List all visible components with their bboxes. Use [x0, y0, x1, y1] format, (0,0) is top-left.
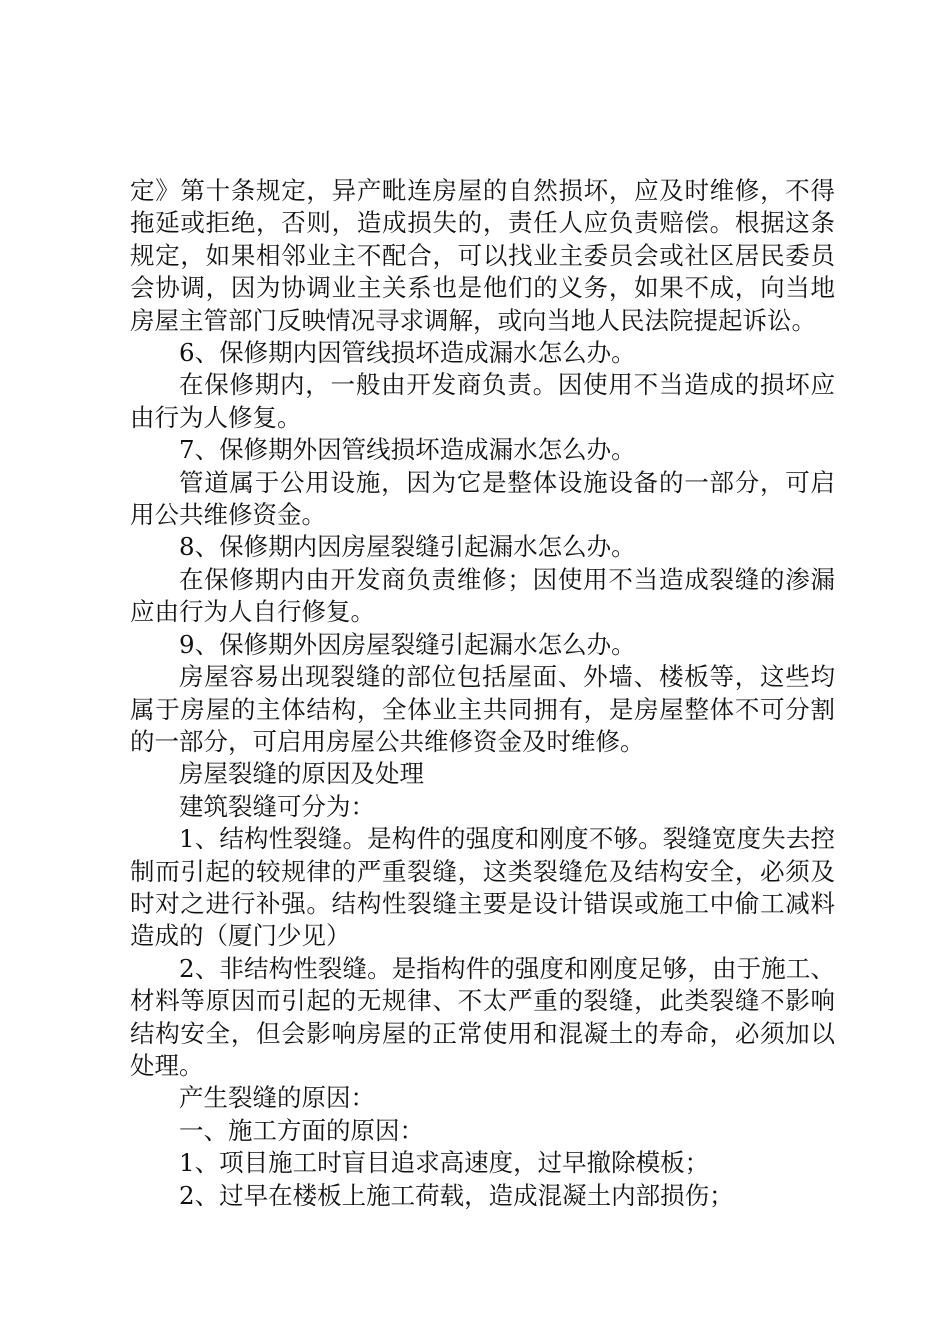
question-6-heading: 6、保修期内因管线损坏造成漏水怎么办。: [179, 338, 636, 368]
paragraph-regulation-continuation: 定》第十条规定，异产毗连房屋的自然损坏，应及时维修，不得拖延或拒绝，否则，造成损失的，责任人应负责赔偿。根据这条规定，如果相邻业主不配合，可以找业主委员会或社区居民委员会协调，因为协调业主关系也是他们的义务，如果不成，向当地房屋主管部门反映情况寻求调解，或向当地人民法院提起诉讼。: [130, 176, 835, 335]
answer-9-paragraph: 房屋容易出现裂缝的部位包括屋面、外墙、楼板等，这些均属于房屋的主体结构，全体业主共同拥有，是房屋整体不可分割的一部分，可启用房屋公共维修资金及时维修。: [130, 662, 835, 756]
answer-8-paragraph: 在保修期内由开发商负责维修；因使用不当造成裂缝的渗漏应由行为人自行修复。: [130, 564, 835, 627]
section-heading-crack-causes: 房屋裂缝的原因及处理: [179, 759, 424, 789]
question-9-heading: 9、保修期外因房屋裂缝引起漏水怎么办。: [179, 629, 636, 659]
question-7-heading: 7、保修期外因管线损坏造成漏水怎么办。: [179, 435, 636, 465]
answer-6-paragraph: 在保修期内，一般由开发商负责。因使用不当造成的损坏应由行为人修复。: [130, 370, 835, 432]
crack-classification-intro: 建筑裂缝可分为：: [179, 791, 375, 821]
construction-cause-item-2: 2、过早在楼板上施工荷载，造成混凝土内部损伤；: [179, 1180, 734, 1210]
structural-crack-paragraph: 1、结构性裂缝。是构件的强度和刚度不够。裂缝宽度失去控制而引起的较规律的严重裂缝，这类裂缝危及结构安全，必须及时对之进行补强。结构性裂缝主要是设计错误或施工中偷工减料造成的（厦门少见）: [130, 824, 835, 951]
construction-cause-item-1: 1、项目施工时盲目追求高速度，过早撤除模板；: [179, 1148, 710, 1178]
answer-7-paragraph: 管道属于公用设施，因为它是整体设施设备的一部分，可启用公共维修资金。: [130, 467, 835, 530]
question-8-heading: 8、保修期内因房屋裂缝引起漏水怎么办。: [179, 532, 636, 562]
document-page: [130, 175, 835, 1212]
construction-causes-heading: 一、施工方面的原因：: [179, 1115, 424, 1145]
crack-causes-intro: 产生裂缝的原因：: [179, 1083, 375, 1113]
non-structural-crack-paragraph: 2、非结构性裂缝。是指构件的强度和刚度足够，由于施工、材料等原因而引起的无规律、不太严重的裂缝，此类裂缝不影响结构安全，但会影响房屋的正常使用和混凝土的寿命，必须加以处理。: [130, 953, 835, 1080]
